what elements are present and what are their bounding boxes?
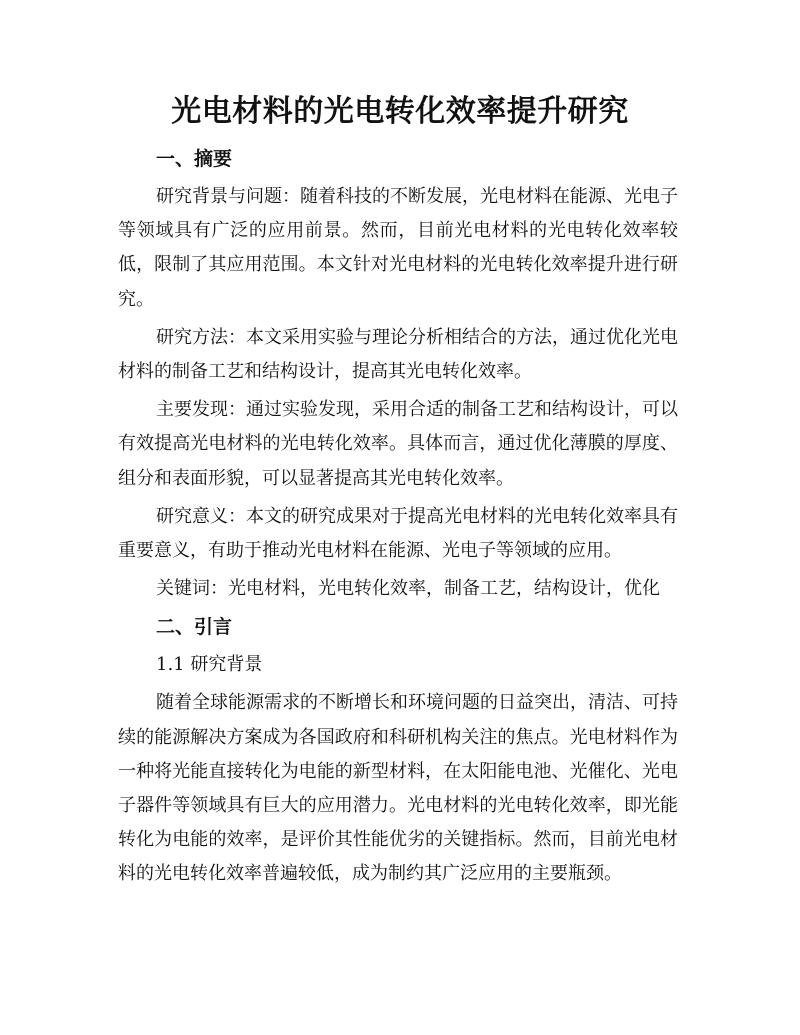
document-title: 光电材料的光电转化效率提升研究 [171,94,629,129]
subsection-heading-background: 1.1 研究背景 [156,654,263,676]
section-heading-abstract: 一、摘要 [156,148,233,170]
abstract-method-paragraph: 研究方法：本文采用实验与理论分析相结合的方法，通过优化光电材料的制备工艺和结构设计，提高其光电转化效率。 [118,326,678,383]
keywords-line: 关键词：光电材料，光电转化效率，制备工艺，结构设计，优化 [156,578,660,600]
introduction-paragraph: 随着全球能源需求的不断增长和环境问题的日益突出，清洁、可持续的能源解决方案成为各国政府和科研机构关注的焦点。光电材料作为一种将光能直接转化为电能的新型材料，在太阳能电池、光催化、光电子器件等领域具有巨大的应用潜力。光电材料的光电转化效率，即光能转化为电能的效率，是评价其性能优劣的关键指标。然而，目前光电材料的光电转化效率普遍较低，成为制约其广泛应用的主要瓶颈。 [118,692,678,885]
section-heading-introduction: 二、引言 [156,616,233,639]
abstract-significance-paragraph: 研究意义：本文的研究成果对于提高光电材料的光电转化效率具有重要意义，有助于推动光电材料在能源、光电子等领域的应用。 [118,505,678,562]
abstract-findings-paragraph: 主要发现：通过实验发现，采用合适的制备工艺和结构设计，可以有效提高光电材料的光电转化效率。具体而言，通过优化薄膜的厚度、组分和表面形貌，可以显著提高其光电转化效率。 [118,399,678,489]
document-body [118,142,678,896]
abstract-background-paragraph: 研究背景与问题：随着科技的不断发展，光电材料在能源、光电子等领域具有广泛的应用前景。然而，目前光电材料的光电转化效率较低，限制了其应用范围。本文针对光电材料的光电转化效率提升进行研究。 [118,186,678,310]
